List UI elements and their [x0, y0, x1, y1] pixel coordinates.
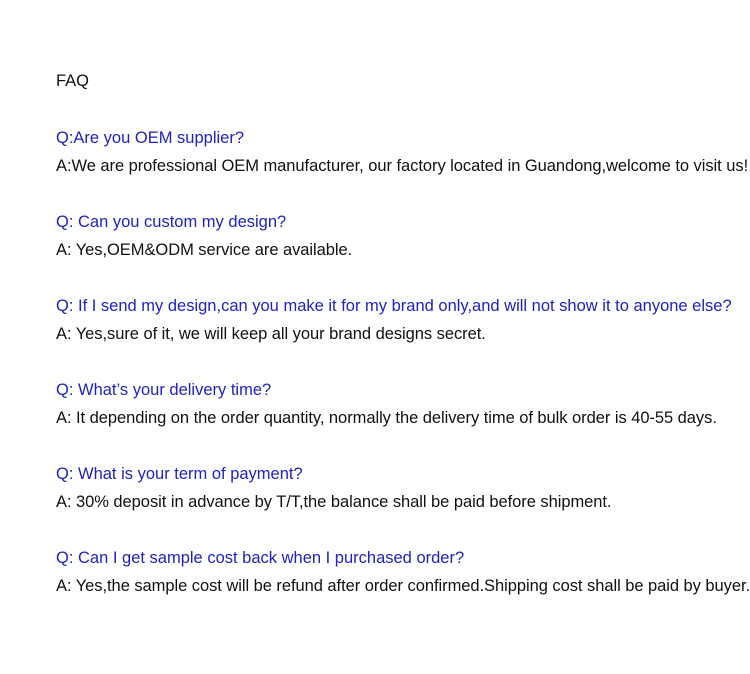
faq-item	[56, 212, 750, 260]
faq-item	[56, 380, 750, 428]
faq-answer: A: 30% deposit in advance by T/T,the balance shall be paid before shipment.	[56, 493, 612, 511]
faq-answer: A: Yes,sure of it, we will keep all your brand designs secret.	[56, 325, 486, 343]
faq-question: Q: What’s your delivery time?	[56, 381, 272, 399]
faq-question: Q:Are you OEM supplier?	[56, 129, 244, 147]
faq-item	[56, 128, 750, 176]
faq-item	[56, 548, 750, 596]
faq-answer: A:We are professional OEM manufacturer, our factory located in Guandong,welcome to visit us!	[56, 157, 749, 175]
faq-answer: A: Yes,OEM&ODM service are available.	[56, 241, 353, 259]
faq-item	[56, 296, 750, 344]
page-title: FAQ	[56, 72, 90, 90]
faq-question: Q: What is your term of payment?	[56, 465, 303, 483]
faq-answer: A: It depending on the order quantity, normally the delivery time of bulk order is 40-55 days.	[56, 409, 717, 427]
faq-question: Q: Can you custom my design?	[56, 213, 287, 231]
faq-question: Q: Can I get sample cost back when I purchased order?	[56, 549, 465, 567]
faq-question: Q: If I send my design,can you make it for my brand only,and will not show it to anyone else?	[56, 297, 732, 315]
faq-answer: A: Yes,the sample cost will be refund after order confirmed.Shipping cost shall be paid by buyer.	[56, 577, 750, 595]
faq-item	[56, 464, 750, 512]
